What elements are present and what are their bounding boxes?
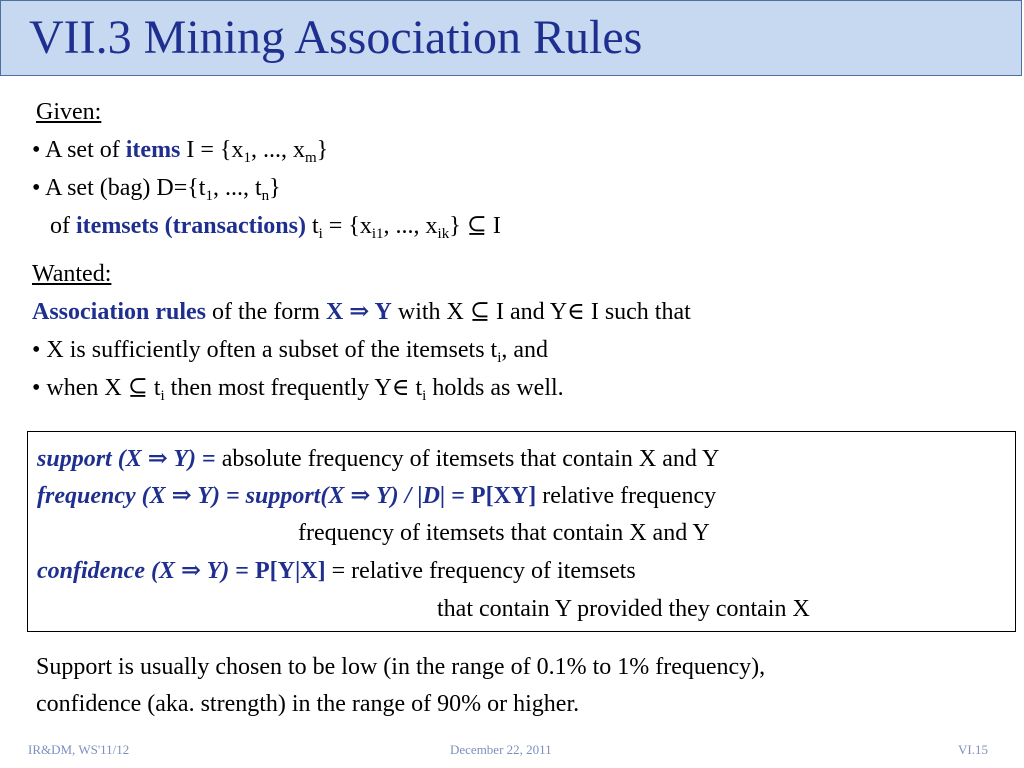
- wanted-rules-line: Association rules of the form X ⇒ Y with X ⊆ I and Y∈ I such that: [32, 299, 691, 325]
- items-term: items: [125, 137, 181, 163]
- confidence-definition-cont: that contain Y provided they contain X: [437, 596, 810, 622]
- title-bar: [0, 0, 1022, 76]
- wanted-holds-line: • when X ⊆ $t_i$ then most frequently Y∈ $t_i$ holds as well.: [32, 375, 564, 404]
- frequency-term: frequency (X ⇒ Y) = support(X ⇒ Y) / |D|: [37, 483, 446, 509]
- footer-slide-number: VI.15: [958, 742, 988, 757]
- given-items-line: • A set of items $I = \{x_1$, ..., $x_m$}: [32, 137, 329, 166]
- support-term: support (X ⇒ Y): [37, 446, 197, 472]
- given-bag-line: • A set (bag) $D=\{t_1$, ..., $t_n$}: [32, 175, 281, 204]
- confidence-term: confidence (X ⇒ Y): [37, 558, 230, 584]
- given-heading: Given:: [36, 99, 102, 125]
- wanted-subset-line: • X is sufficiently often a subset of the itemsets $t_i$, and: [32, 337, 549, 366]
- note-line-1: Support is usually chosen to be low (in the range of 0.1% to 1% frequency),: [36, 654, 766, 680]
- support-definition: support (X ⇒ Y) = absolute frequency of itemsets that contain X and Y: [37, 446, 720, 472]
- footer-date: December 22, 2011: [450, 742, 552, 757]
- confidence-definition: confidence (X ⇒ Y) = P[Y|X] = relative frequency of itemsets: [37, 558, 636, 584]
- given-itemsets-line: of itemsets (transactions) $t_i = \{x_{i1}$, ..., $x_{ik}$} ⊆ I: [50, 213, 501, 242]
- rule-form: X ⇒ Y: [325, 299, 392, 325]
- itemsets-term: itemsets (transactions): [76, 213, 306, 239]
- association-rules-term: Association rules: [32, 299, 206, 325]
- frequency-definition-cont: frequency of itemsets that contain X and Y: [298, 520, 710, 546]
- slide-title: VII.3 Mining Association Rules: [29, 11, 643, 64]
- note-line-2: confidence (aka. strength) in the range of 90% or higher.: [36, 691, 580, 717]
- footer-course: IR&DM, WS'11/12: [28, 742, 130, 757]
- wanted-heading: Wanted:: [32, 261, 112, 287]
- frequency-definition: frequency (X ⇒ Y) = support(X ⇒ Y) / |D| = P[XY] relative frequency: [37, 483, 717, 509]
